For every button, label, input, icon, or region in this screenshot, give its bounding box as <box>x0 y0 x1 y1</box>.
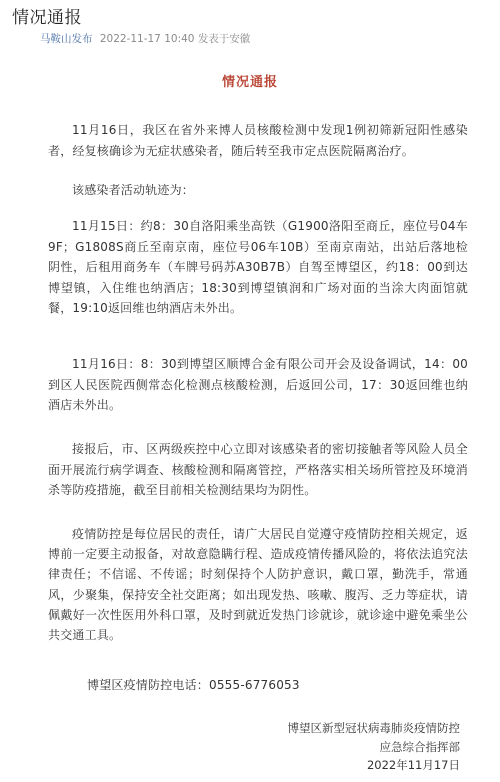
signature-date: 2022年11月17日 <box>366 758 460 772</box>
paragraph-nov15: 11月15日：约8：30自洛阳乘坐高铁（G1900洛阳至商丘，座位号04车9F；G1808S商丘至南京南，座位号06车10B）至南京南站，出站后落地检阴性，后租用商务车（车牌号码苏A30B7B）自驾至博望区，约18：00到达博望镇，入住维也纳酒店；18:30到博望镇润和广场对面的当涂大肉面馆就餐，19:10返回维也纳酒店未外出。 <box>48 219 468 315</box>
publish-date: 2022-11-17 10:40 <box>99 33 195 45</box>
signature-org-line2: 应急综合指挥部 <box>379 740 460 754</box>
paragraph-nov16: 11月16日：8：30到博望区顺博合金有限公司开会及设备调试，14：00到区人民医院西侧常态化检测点核酸检测，后返回公司，17：30返回维也纳酒店未外出。 <box>48 357 468 412</box>
page-title: 情况通报 <box>12 8 82 28</box>
article-meta <box>40 31 250 46</box>
paragraph-response: 接报后，市、区两级疾控中心立即对该感染者的密切接触者等风险人员全面开展流行病学调查、核酸检测和隔离管控，严格落实相关场所管控及环境消杀等防疫措施，截至目前相关检测结果均为阴性。 <box>48 442 468 497</box>
hotline: 博望区疫情防控电话：0555-6776053 <box>87 678 300 692</box>
paragraph-intro: 11月16日，我区在省外来博人员核酸检测中发现1例初筛新冠阳性感染者，经复核确诊为无症状感染者，随后转至我市定点医院隔离治疗。 <box>48 123 468 158</box>
document-title: 情况通报 <box>221 75 278 90</box>
source-link[interactable]: 马鞍山发布 <box>40 33 93 45</box>
paragraph-advice: 疫情防控是每位居民的责任，请广大居民自觉遵守疫情防控相关规定，返博前一定要主动报备，对故意隐瞒行程、造成疫情传播风险的，将依法追究法律责任；不信谣、不传谣；时刻保持个人防护意识，戴口罩，勤洗手，常通风，少聚集，保持安全社交距离；如出现发热、咳嗽、腹泻、乏力等症状，请佩戴好一次性医用外科口罩，及时到就近发热门诊就诊，就诊途中避免乘坐公共交通工具。 <box>48 527 468 643</box>
signature-org-line1: 博望区新型冠状病毒肺炎疫情防控 <box>287 721 460 735</box>
publish-location: 发表于安徽 <box>197 33 251 45</box>
paragraph-trajectory-heading: 该感染者活动轨迹为： <box>72 183 195 197</box>
